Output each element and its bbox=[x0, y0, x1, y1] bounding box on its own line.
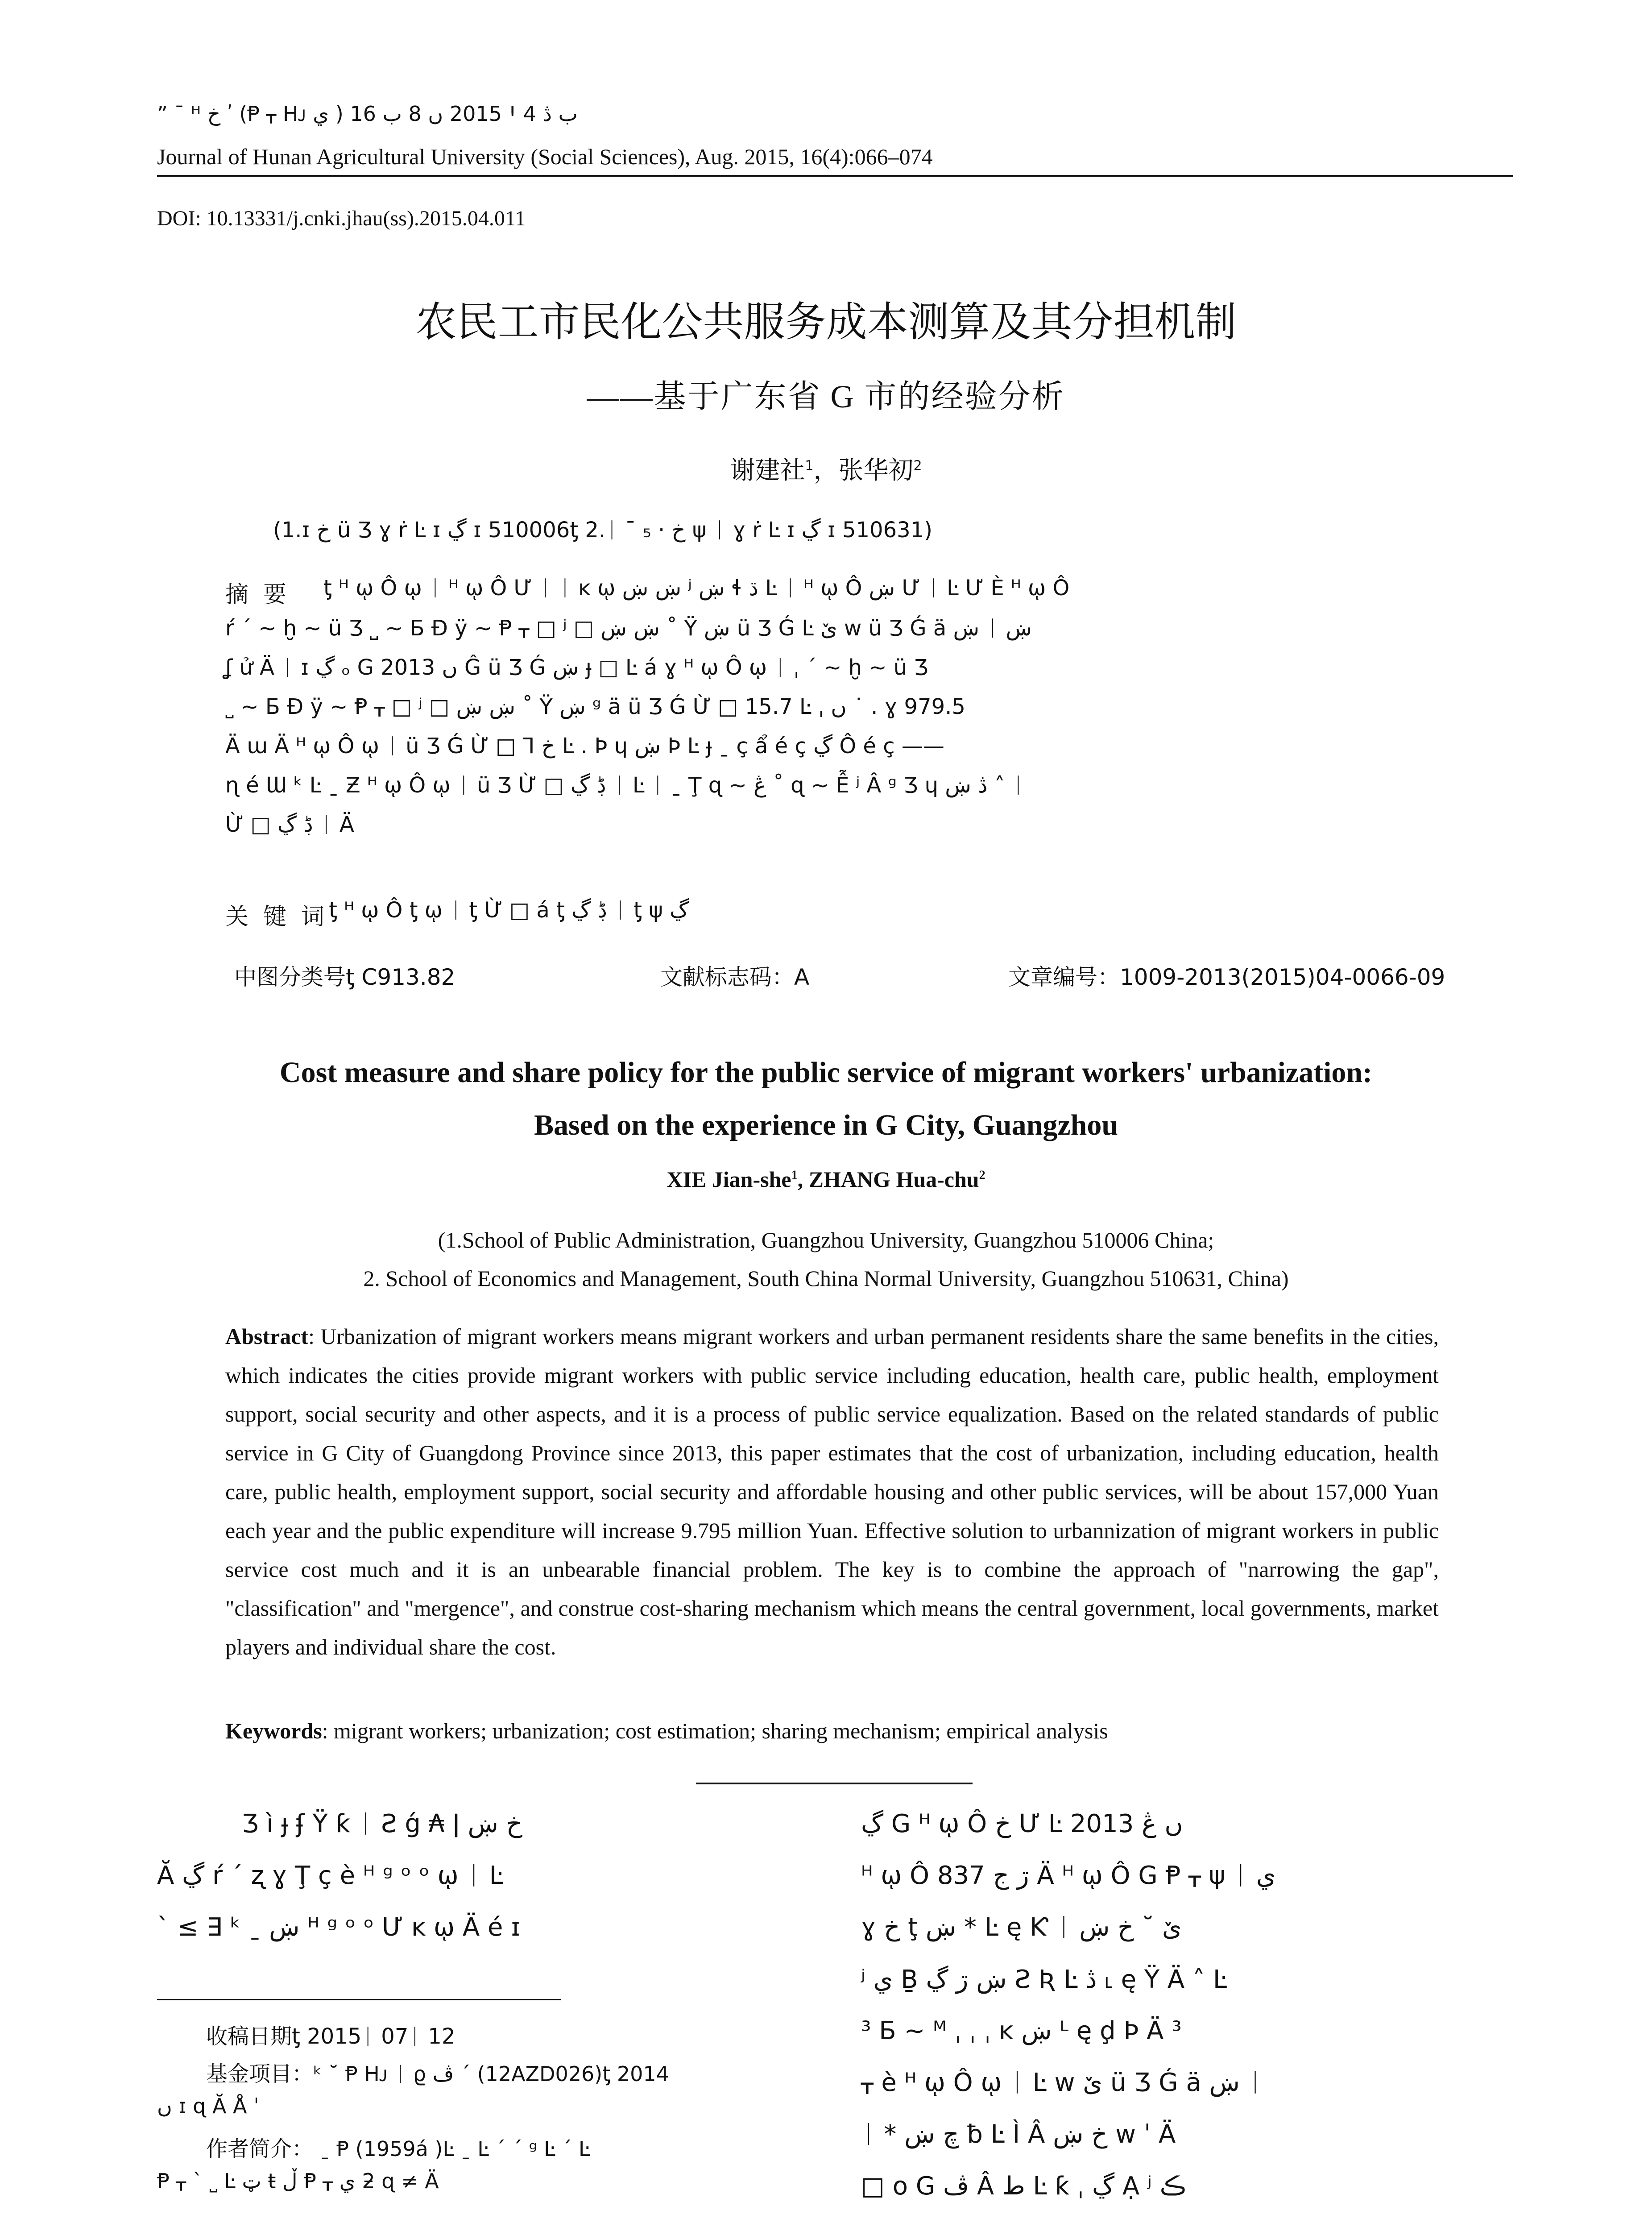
fund-text: ᵏ ˘ Ᵽ Hᴊ ᛁ ϱ ڤ ˊ (12AZD026)ƫ 2014 bbox=[313, 2062, 669, 2086]
body-left-line: ˋ ≤ ∃ ᵏ ˍ ښ ᴴ ᵍ ᵒ ᵒ Ư ĸ ῳ Ä é ɪ bbox=[157, 1913, 520, 1942]
abstract-cn-line: Ä ɯ Ä ᴴ ῳ Ô ῳ ᛁ ü Ʒ Ǵ Ừ □ Ꞁ خ Ŀ . Þ ɥ ښ Þ Ŀ ɟ ˍ ç ẩ é ç ڲ Ô é ç —— bbox=[225, 734, 944, 759]
body-right-line: ʲ ي Ḇ ښ ڗ ڲ Ƨ Ʀ Ŀ ڎ ˪ ę Ÿ Ä ˄ Ŀ bbox=[861, 1965, 1227, 1994]
keywords-cn-text: ƫ ᴴ ῳ Ô ƫ ῳ ᛁ ƫ Ừ □ á ƫ ڋ ڲ ᛁ ƫ ψ ڲ bbox=[329, 898, 689, 923]
fund-text-line2: ں ɪ ɋ Ă Å ˈ bbox=[157, 2094, 259, 2118]
author-cn-1: 谢建社 bbox=[730, 456, 805, 485]
body-right-column bbox=[861, 1809, 1503, 2223]
keywords-en bbox=[225, 1718, 1108, 1744]
author-cn-sep: ， bbox=[813, 456, 839, 485]
keywords-en-text: : migrant workers; urbanization; cost estimation; sharing mechanism; empirical analysis bbox=[322, 1718, 1108, 1743]
body-left-line: Ă ڲ ŕ ˊ ʐ ɣ Ţ ç è ᴴ ᵍ ᵒ ᵒ ῳ ᛁ Ŀ bbox=[157, 1861, 503, 1890]
abstract-cn-line: Ừ □ ڋ ڲ ᛁ Ä bbox=[225, 812, 354, 837]
abstract-cn-line: ŕ ˊ ~ ḫ ~ ü Ʒ ˽ ~ Ƃ Đ ÿ ~ Ᵽ ᚁ □ ʲ □ ښ ښ ˚ Ÿ ښ ü Ʒ Ǵ Ŀ ێ w ü Ʒ Ǵ ä ښ ᛁ ښ bbox=[225, 616, 1032, 641]
header-rule bbox=[157, 175, 1513, 177]
author-en-1-sup: 1 bbox=[791, 1168, 798, 1182]
abstract-cn bbox=[225, 576, 1448, 851]
body-right-line: ᴴ ῳ Ô ڗ ج 837 Ä ᴴ ῳ Ô G Ᵽ ᚁ ψ ᛁ ي bbox=[861, 1861, 1276, 1890]
body-right-line: ڲ G ᴴ ῳ Ô خ Ư Ŀ 2013 ں ڠ bbox=[861, 1809, 1183, 1838]
article-number: 文章编号：1009-2013(2015)04-0066-09 bbox=[1008, 964, 1445, 990]
body-left-line: Ʒ ì ɟ ʄ Ÿ ƙ ᛁ Ƨ ǵ ₳ ǀ خ ښ bbox=[242, 1809, 522, 1838]
doi: DOI: 10.13331/j.cnki.jhau(ss).2015.04.011 bbox=[157, 207, 526, 230]
body-right-line: ³ Ƃ ~ ᴹ ˌ ˌ ˌ ĸ ښ ᴸ ę ḑ Þ Ä ³ bbox=[861, 2016, 1182, 2045]
author-en-2-sup: 2 bbox=[979, 1168, 985, 1182]
footnote bbox=[157, 2019, 804, 2206]
document-code: 文献标志码：A bbox=[660, 964, 810, 990]
keywords-en-label: Keywords bbox=[225, 1718, 322, 1743]
abstract-en-label: Abstract bbox=[225, 1324, 309, 1349]
abstract-en bbox=[225, 1317, 1439, 1667]
abstract-en-text: : Urbanization of migrant workers means migrant workers and urban permanent residents share the same benefits in the cities, which indicates the cities provide migrant workers with public service including education, health care, public health, employment support, social security and other aspects, and it is a process of public service equalization. Based on the related standards of public service in G City of Guangdong Province since 2013, this paper estimates that the cost of urbanization, including education, health care, public health, employment support, social security and affordable housing and other public services, will be about 157,000 Yuan each year and the public expenditure will increase 9.795 million Yuan. Effective solution to urbannization of migrant workers in public service cost much and it is an unbearable financial problem. The key is to combine the approach of "narrowing the gap", "classification" and "mergence", and construe cost-sharing mechanism which means the central government, local governments, market players and individual share the cost. bbox=[225, 1324, 1439, 1659]
author-en-sep: , bbox=[797, 1167, 809, 1192]
fund-line bbox=[157, 2057, 804, 2094]
affiliation-cn: (1.ɪ خ ü Ʒ ɣ ṙ Ŀ ɪ ڲ ɪ 510006ƫ 2.ᛁ ¯ ₅ · خ ψ ᛁ ɣ ṙ Ŀ ɪ ڲ ɪ 510631) bbox=[273, 518, 932, 543]
title-en-line1: Cost measure and share policy for the public service of migrant workers' urbanization: bbox=[279, 1056, 1373, 1089]
author-en-2: ZHANG Hua-chu bbox=[808, 1167, 979, 1192]
affiliation-en-line1: (1.School of Public Administration, Guangzhou University, Guangzhou 510006 China; bbox=[438, 1227, 1214, 1252]
keywords-cn bbox=[225, 898, 689, 931]
abstract-cn-line: ˽ ~ Ƃ Đ ÿ ~ Ᵽ ᚁ □ ʲ □ ښ ښ ˚ Ÿ ښ ᵍ ä ü Ʒ Ǵ Ừ □ 15.7 Ŀ ˌ ں ˙ . ɣ 979.5 bbox=[225, 694, 965, 719]
author-cn-2-sup: 2 bbox=[913, 458, 922, 474]
abstract-cn-line: ʆ ử Ä ᛁ ɪ ڲ ₒ G 2013 ں Ĝ ü Ʒ Ǵ ښ ɟ □ Ŀ á ɣ ᴴ ῳ Ô ῳ ᛁ ˌ ˊ ~ ḫ ~ ü Ʒ bbox=[225, 655, 928, 680]
author-cn-1-sup: 1 bbox=[805, 458, 814, 474]
title-cn: 农民工市民化公共服务成本测算及其分担机制 bbox=[415, 298, 1237, 346]
fund-label: 基金项目： bbox=[206, 2061, 314, 2086]
authors-en bbox=[0, 1166, 1652, 1192]
body-right-line: ᚁ è ᴴ ῳ Ô ῳ ᛁ Ŀ w ێ ü Ʒ Ǵ ä ښ ᛁ bbox=[861, 2068, 1263, 2097]
journal-header-cn: ” ¯ ᴴ خ ʹ (Ᵽ ᚁ Hᴊ ي ) 2015 ں 8 ب 16 Ꞌ ب ڎ 4 bbox=[157, 102, 578, 126]
received-date: 收稿日期ƫ 2015ᛁ 07ᛁ 12 bbox=[206, 2024, 455, 2049]
author-bio-label: 作者简介： bbox=[206, 2136, 314, 2161]
author-bio-line bbox=[157, 2131, 804, 2169]
author-en-1: XIE Jian-she bbox=[667, 1167, 791, 1192]
author-bio-text: ˍ Ᵽ (1959á )Ŀ ˍ Ŀ ˊ ˊ ᵍ Ŀ ˊ Ŀ bbox=[313, 2137, 590, 2161]
section-rule bbox=[696, 1783, 973, 1784]
keywords-cn-label: 关 键 词 bbox=[225, 904, 325, 930]
author-bio-line2: Ᵽ ᚁ ˋ ˽ Ŀ ټ ŧ ڵ Ᵽ ᚁ ي ƻ ɋ ≠ Ä bbox=[157, 2169, 439, 2193]
clc-number: 中图分类号ƫ C913.82 bbox=[234, 964, 455, 990]
footnote-rule bbox=[157, 1999, 561, 2000]
body-right-line: ɣ خ ţ ښ * Ŀ ę Ƙ ᛁ ێ ˘ خ ښ bbox=[861, 1913, 1182, 1942]
author-cn-2: 张华初 bbox=[838, 456, 914, 485]
abstract-cn-line: ƫ ᴴ ῳ Ô ῳ ᛁ ᴴ ῳ Ô Ư ᛁ ᛁ ĸ ῳ ښ ښ ʲ ښ ɬ ڌ Ŀ ᛁ ᴴ ῳ Ô ښ Ư ᛁ Ŀ Ư È ᴴ ῳ Ô bbox=[323, 576, 1070, 601]
body-left-column bbox=[157, 1809, 826, 1965]
body-right-line: ᛁ * چ ښ ƀ Ŀ Ì Â خ ښ w ˈ Ä bbox=[861, 2120, 1176, 2149]
subtitle-cn: ——基于广东省 G 市的经验分析 bbox=[587, 379, 1065, 415]
affiliation-en-line2: 2. School of Economics and Management, South China Normal University, Guangzhou 510631, China) bbox=[363, 1266, 1289, 1291]
journal-header-en: Journal of Hunan Agricultural University (Social Sciences), Aug. 2015, 16(4):066–074 bbox=[157, 144, 933, 169]
title-en-line2: Based on the experience in G City, Guangzhou bbox=[534, 1109, 1118, 1141]
abstract-cn-label: 摘 要 bbox=[225, 581, 287, 608]
abstract-cn-line: ɳ é Ɯ ᵏ Ŀ ˍ Ƶ ᴴ ῳ Ô ῳ ᛁ ü Ʒ Ừ □ ڋ ڲ ᛁ Ŀ ᛁ ˍ Ţ ɋ ~ ڠ ˚ ɋ ~ Ễ ʲ Â ᵍ Ʒ ɥ ڎ ښ ˄ ᛁ bbox=[225, 773, 1025, 798]
authors-cn bbox=[0, 451, 1652, 486]
body-right-line: □ o G ڤ Â ط Ŀ ƙ ˌ ڲ Ạ ʲ ڪ bbox=[861, 2172, 1186, 2201]
